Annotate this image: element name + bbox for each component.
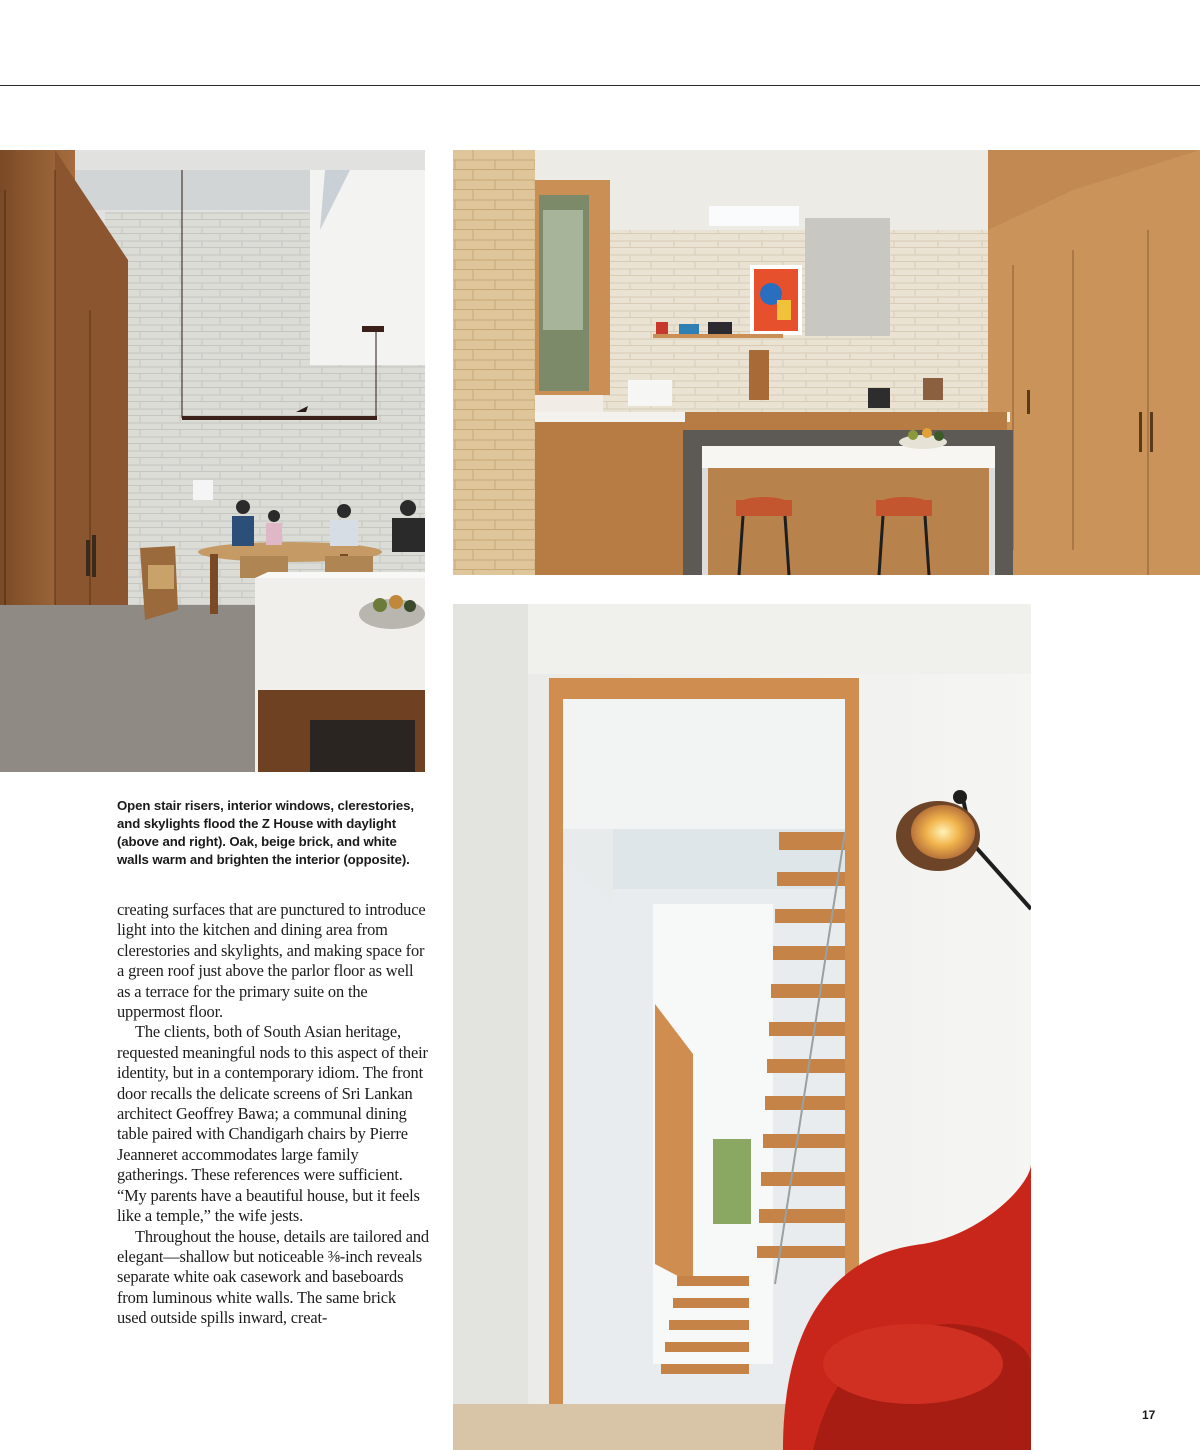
stair-photo (453, 604, 1031, 1450)
dining-room-photo (0, 150, 425, 772)
kitchen-photo (453, 150, 1200, 575)
photo-caption: Open stair risers, interior windows, clerestories, and skylights flood the Z House with daylight (above and right). Oak, beige brick, and white walls warm and brighten the interior (opposite). (117, 798, 414, 867)
article-body (117, 900, 429, 1329)
page-number: 17 (1142, 1408, 1156, 1422)
body-paragraph: The clients, both of South Asian heritage, requested meaningful nods to this aspect of their identity, but in a contemporary idiom. The front door recalls the delicate screens of Sri Lankan architect Geoffrey Bawa; a communal dining table paired with Chandigarh chairs by Pierre Jeanneret accommodates large family gatherings. These references were sufficient. “My parents have a beautiful house, but it feels like a temple,” the wife jests. (117, 1022, 428, 1226)
header-rule (0, 85, 1200, 86)
body-paragraph: Throughout the house, details are tailored and elegant—shallow but noticeable ⅜-inch reveals separate white oak casework and baseboards from luminous white walls. The same brick used outside spills inward, creat- (117, 1226, 429, 1328)
body-paragraph: creating surfaces that are punctured to introduce light into the kitchen and dining area from clerestories and skylights, and making space for a green roof just above the parlor floor as well as a terrace for the primary suite on the uppermost floor. (117, 900, 426, 1022)
